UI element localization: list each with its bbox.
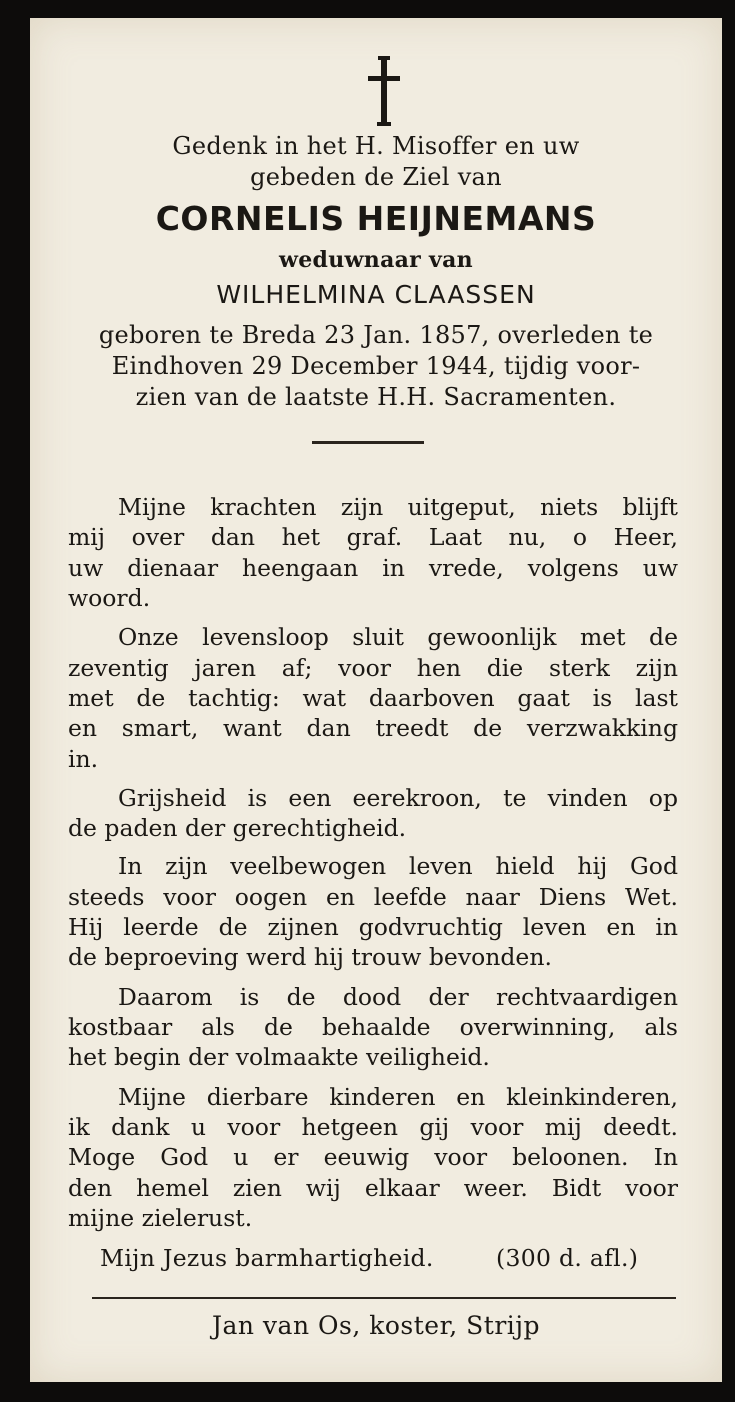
- indulgence-text: (300 d. afl.): [496, 1244, 639, 1272]
- verse-line: in.: [68, 745, 99, 773]
- verse-line: Grijsheid is een eerekroon, te vinden op: [118, 784, 678, 812]
- verse-line: uw dienaar heengaan in vrede, volgens uw: [68, 554, 678, 582]
- memorial-card: [30, 18, 722, 1382]
- verse-line: ik dank u voor hetgeen gij voor mij deedt.: [68, 1113, 678, 1141]
- verse-line: mij over dan het graf. Laat nu, o Heer,: [68, 523, 678, 551]
- divider-long: [92, 1297, 676, 1299]
- verse-line: Mijne dierbare kinderen en kleinkinderen,: [118, 1083, 678, 1111]
- cross-icon: [366, 56, 402, 128]
- verse-line: Moge God u er eeuwig voor beloonen. In: [68, 1143, 678, 1171]
- bio-line-3: zien van de laatste H.H. Sacramenten.: [135, 383, 617, 411]
- verse-line: en smart, want dan treedt de verzwakking: [68, 714, 678, 742]
- intro-line-1: Gedenk in het H. Misoffer en uw: [172, 132, 580, 160]
- verse-line: steeds voor oogen en leefde naar Diens Wet.: [68, 883, 678, 911]
- verse-line: de paden der gerechtigheid.: [68, 814, 407, 842]
- verse-line: kostbaar als de behaalde overwinning, als: [68, 1013, 678, 1041]
- verse-line: Mijne krachten zijn uitgeput, niets blijft: [118, 493, 678, 521]
- deceased-name: CORNELIS HEIJNEMANS: [155, 199, 597, 238]
- printer-credit: Jan van Os, koster, Strijp: [211, 1311, 541, 1340]
- relation-text: weduwnaar van: [279, 247, 473, 273]
- divider-short: [312, 441, 424, 444]
- verse-line: den hemel zien wij elkaar weer. Bidt voor: [68, 1174, 678, 1202]
- verse-line: zeventig jaren af; voor hen die sterk zijn: [68, 654, 678, 682]
- prayer-text: Mijn Jezus barmhartigheid.: [100, 1244, 434, 1272]
- verse-line: woord.: [68, 584, 151, 612]
- verse-line: de beproeving werd hij trouw bevonden.: [68, 943, 552, 971]
- spouse-name: WILHELMINA CLAASSEN: [216, 280, 536, 309]
- verse-line: met de tachtig: wat daarboven gaat is last: [68, 684, 678, 712]
- bio-line-2: Eindhoven 29 December 1944, tijdig voor-: [111, 352, 641, 380]
- verse-line: Hij leerde de zijnen godvruchtig leven en in: [68, 913, 678, 941]
- verse-line: mijne zielerust.: [68, 1204, 253, 1232]
- bio-line-1: geboren te Breda 23 Jan. 1857, overleden te: [98, 321, 654, 349]
- verse-line: Daarom is de dood der rechtvaardigen: [118, 983, 678, 1011]
- intro-line-2: gebeden de Ziel van: [250, 163, 502, 191]
- verse-line: In zijn veelbewogen leven hield hij God: [118, 852, 678, 880]
- verse-line: Onze levensloop sluit gewoonlijk met de: [118, 623, 678, 651]
- verse-line: het begin der volmaakte veiligheid.: [68, 1043, 490, 1071]
